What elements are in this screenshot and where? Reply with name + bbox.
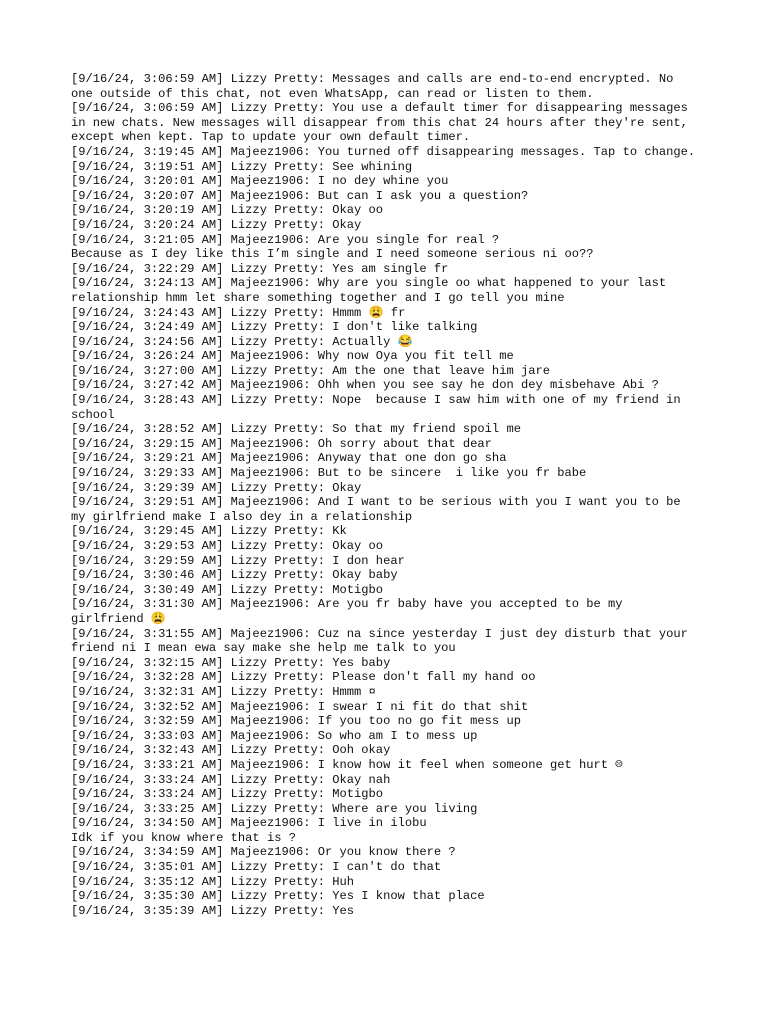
chat-log [71, 72, 698, 918]
chat-message: [9/16/24, 3:20:01 AM] Majeez1906: I no dey whine you [71, 174, 449, 189]
chat-message: [9/16/24, 3:30:46 AM] Lizzy Pretty: Okay baby [71, 568, 398, 583]
chat-message: [9/16/24, 3:35:01 AM] Lizzy Pretty: I can't do that [71, 860, 442, 875]
chat-message: [9/16/24, 3:19:51 AM] Lizzy Pretty: See whining [71, 159, 413, 174]
chat-message: [9/16/24, 3:28:43 AM] Lizzy Pretty: Nope because I saw him with one of my friend in school [71, 393, 688, 422]
chat-message: [9/16/24, 3:31:55 AM] Majeez1906: Cuz na since yesterday I just dey disturb that your friend ni I mean ewa say make she help me talk to you [71, 626, 696, 656]
chat-message: [9/16/24, 3:24:43 AM] Lizzy Pretty: Hmmm 😩 fr [71, 305, 406, 320]
chat-message: [9/16/24, 3:29:51 AM] Majeez1906: And I want to be serious with you I want you to be my girlfriend make I also dey in a relationship [71, 495, 688, 524]
chat-message: [9/16/24, 3:29:53 AM] Lizzy Pretty: Okay oo [71, 539, 384, 553]
chat-message: [9/16/24, 3:27:42 AM] Majeez1906: Ohh when you see say he don dey misbehave Abi ? [71, 378, 659, 393]
chat-message: [9/16/24, 3:26:24 AM] Majeez1906: Why now Oya you fit tell me [71, 349, 514, 364]
chat-message: [9/16/24, 3:06:59 AM] Lizzy Pretty: Messages and calls are end-to-end encrypted. No one outside of this chat, not even WhatsApp, can read or listen to them. [71, 72, 681, 101]
chat-message: [9/16/24, 3:20:07 AM] Majeez1906: But can I ask you a question? [71, 188, 529, 203]
chat-message: [9/16/24, 3:21:05 AM] Majeez1906: Are you single for real ? Because as I dey like this I’m single and I need someone serious ni oo?? [71, 232, 594, 262]
chat-message: [9/16/24, 3:33:25 AM] Lizzy Pretty: Where are you living [71, 801, 478, 816]
chat-message: [9/16/24, 3:32:52 AM] Majeez1906: I swear I ni fit do that shit [71, 699, 529, 714]
chat-message: [9/16/24, 3:22:29 AM] Lizzy Pretty: Yes am single fr [71, 261, 449, 276]
chat-message: [9/16/24, 3:35:39 AM] Lizzy Pretty: Yes [71, 903, 355, 918]
chat-message: [9/16/24, 3:33:24 AM] Lizzy Pretty: Okay nah [71, 772, 391, 787]
chat-message: [9/16/24, 3:35:30 AM] Lizzy Pretty: Yes I know that place [71, 889, 485, 904]
chat-message: [9/16/24, 3:20:24 AM] Lizzy Pretty: Okay [71, 217, 362, 232]
chat-message: [9/16/24, 3:30:49 AM] Lizzy Pretty: Motigbo [71, 582, 384, 597]
chat-message: [9/16/24, 3:29:59 AM] Lizzy Pretty: I don hear [71, 553, 405, 568]
chat-message: [9/16/24, 3:34:50 AM] Majeez1906: I live in ilobu Idk if you know where that is ? [71, 816, 427, 845]
chat-message: [9/16/24, 3:19:45 AM] Majeez1906: You turned off disappearing messages. Tap to change. [71, 144, 696, 159]
chat-message: [9/16/24, 3:28:52 AM] Lizzy Pretty: So that my friend spoil me [71, 422, 521, 437]
chat-message: [9/16/24, 3:33:21 AM] Majeez1906: I know how it feel when someone get hurt ☹ [71, 757, 623, 772]
chat-message: [9/16/24, 3:20:19 AM] Lizzy Pretty: Okay oo [71, 203, 384, 218]
chat-message: [9/16/24, 3:29:45 AM] Lizzy Pretty: Kk [71, 524, 347, 539]
chat-message: [9/16/24, 3:32:28 AM] Lizzy Pretty: Please don't fall my hand oo [71, 670, 536, 685]
chat-message: [9/16/24, 3:32:31 AM] Lizzy Pretty: Hmmm ¤ [71, 684, 376, 699]
chat-message: [9/16/24, 3:24:56 AM] Lizzy Pretty: Actually 😂 [71, 334, 413, 349]
chat-message: [9/16/24, 3:32:59 AM] Majeez1906: If you too no go fit mess up [71, 714, 521, 729]
chat-message: [9/16/24, 3:32:43 AM] Lizzy Pretty: Ooh okay [71, 743, 391, 758]
chat-message: [9/16/24, 3:24:49 AM] Lizzy Pretty: I don't like talking [71, 320, 478, 335]
chat-message: [9/16/24, 3:29:15 AM] Majeez1906: Oh sorry about that dear [71, 436, 492, 451]
chat-message: [9/16/24, 3:06:59 AM] Lizzy Pretty: You use a default timer for disappearing messages in new chats. New messages will disappear from this chat 24 hours after they're sent, except when kept. Tap to update your own default timer. [71, 101, 696, 145]
chat-message: [9/16/24, 3:24:13 AM] Majeez1906: Why are you single oo what happened to your last relationship hmm let share something together and I go tell you mine [71, 276, 674, 305]
chat-message: [9/16/24, 3:32:15 AM] Lizzy Pretty: Yes baby [71, 655, 391, 670]
chat-message: [9/16/24, 3:34:59 AM] Majeez1906: Or you know there ? [71, 845, 456, 860]
chat-message: [9/16/24, 3:35:12 AM] Lizzy Pretty: Huh [71, 874, 355, 889]
chat-message: [9/16/24, 3:33:03 AM] Majeez1906: So who am I to mess up [71, 728, 478, 743]
chat-message: [9/16/24, 3:31:30 AM] Majeez1906: Are you fr baby have you accepted to be my girlfriend 😩 [71, 597, 630, 626]
chat-message: [9/16/24, 3:27:00 AM] Lizzy Pretty: Am the one that leave him jare [71, 363, 550, 378]
chat-message: [9/16/24, 3:29:21 AM] Majeez1906: Anyway that one don go sha [71, 451, 507, 466]
chat-message: [9/16/24, 3:33:24 AM] Lizzy Pretty: Motigbo [71, 787, 384, 802]
chat-message: [9/16/24, 3:29:39 AM] Lizzy Pretty: Okay [71, 480, 362, 495]
chat-message: [9/16/24, 3:29:33 AM] Majeez1906: But to be sincere i like you fr babe [71, 466, 587, 481]
